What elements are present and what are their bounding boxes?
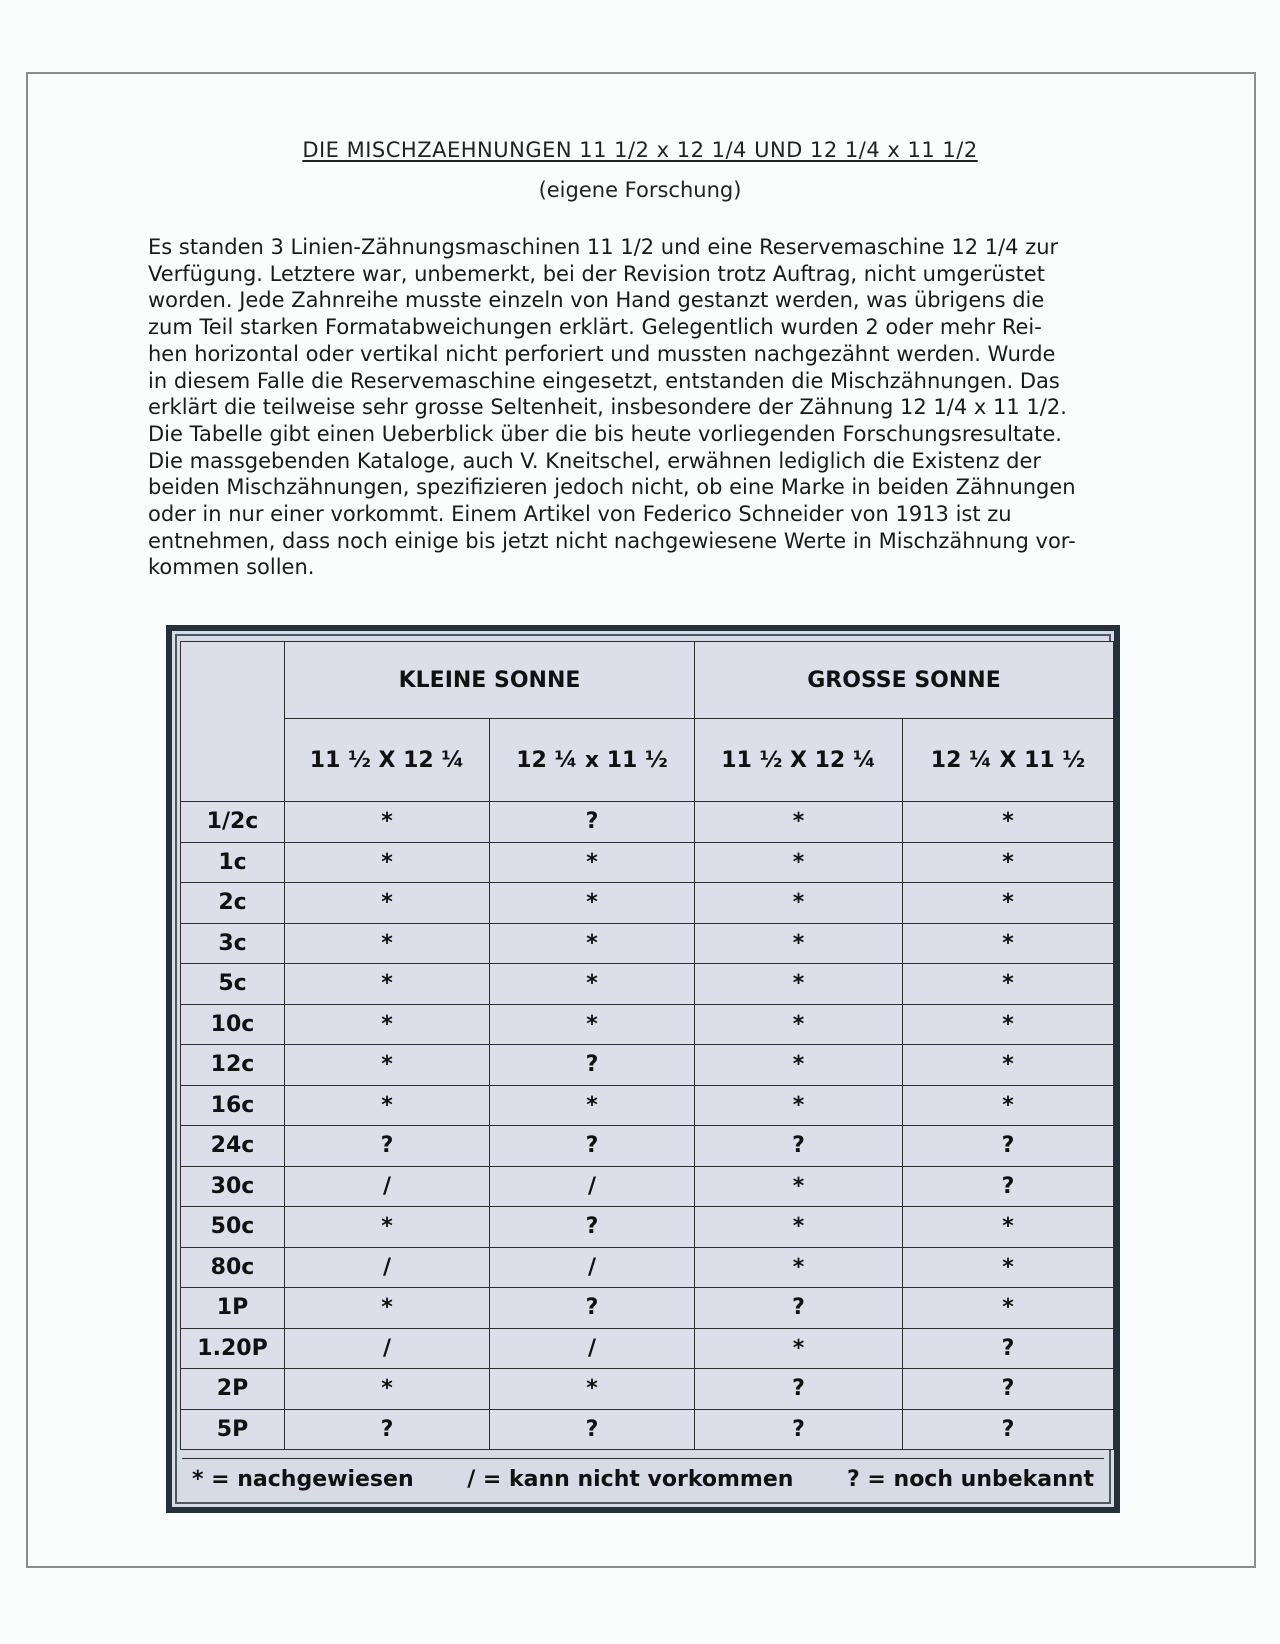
- status-cell: *: [285, 1085, 490, 1126]
- status-cell: ?: [285, 1409, 490, 1450]
- body-line: Verfügung. Letztere war, unbemerkt, bei der Revision trotz Auftrag, nicht umgerüstet: [148, 261, 1045, 286]
- table-row: [181, 1328, 1114, 1369]
- status-cell: ?: [903, 1328, 1114, 1369]
- status-cell: *: [903, 842, 1114, 883]
- status-cell: /: [285, 1247, 490, 1288]
- status-cell: ?: [490, 1207, 695, 1248]
- status-cell: *: [695, 1247, 903, 1288]
- stamp-value-cell: 1.20P: [181, 1328, 285, 1369]
- stamp-value-cell: 30c: [181, 1166, 285, 1207]
- table-row: [181, 1409, 1114, 1450]
- status-cell: ?: [490, 1288, 695, 1329]
- status-cell: *: [903, 802, 1114, 843]
- table-row: [181, 1004, 1114, 1045]
- status-cell: /: [285, 1166, 490, 1207]
- stamp-value-cell: 1P: [181, 1288, 285, 1329]
- table-row: [181, 1045, 1114, 1086]
- page-title: [0, 138, 1280, 162]
- perforation-table: [180, 641, 1114, 1450]
- status-cell: *: [695, 1328, 903, 1369]
- table-row: [181, 1369, 1114, 1410]
- status-cell: *: [903, 1288, 1114, 1329]
- body-line: Es standen 3 Linien-Zähnungsmaschinen 11 1/2 und eine Reservemaschine 12 1/4 zur: [148, 235, 1059, 259]
- status-cell: *: [695, 1045, 903, 1086]
- status-cell: ?: [903, 1409, 1114, 1450]
- table-row: [181, 1288, 1114, 1329]
- body-line: zum Teil starken Formatabweichungen erklärt. Gelegentlich wurden 2 oder mehr Rei-: [148, 315, 1042, 340]
- legend: [182, 1458, 1104, 1499]
- body-paragraph: [148, 234, 1148, 581]
- status-cell: ?: [903, 1166, 1114, 1207]
- subheader-cell: 12 ¼ x 11 ½: [490, 719, 695, 802]
- status-cell: *: [695, 842, 903, 883]
- status-cell: *: [285, 1288, 490, 1329]
- status-cell: *: [490, 923, 695, 964]
- corner-cell: [181, 642, 285, 802]
- table-row: [181, 964, 1114, 1005]
- status-cell: *: [285, 1369, 490, 1410]
- stamp-value-cell: 3c: [181, 923, 285, 964]
- status-cell: ?: [285, 1126, 490, 1167]
- status-cell: *: [490, 1369, 695, 1410]
- table-row: [181, 883, 1114, 924]
- status-cell: *: [695, 1085, 903, 1126]
- status-cell: *: [695, 883, 903, 924]
- stamp-value-cell: 24c: [181, 1126, 285, 1167]
- status-cell: *: [285, 964, 490, 1005]
- status-cell: *: [490, 883, 695, 924]
- status-cell: /: [490, 1328, 695, 1369]
- group-header-kleine-sonne: KLEINE SONNE: [285, 642, 695, 719]
- status-cell: ?: [695, 1369, 903, 1410]
- legend-impossible: / = kann nicht vorkommen: [467, 1466, 794, 1492]
- status-cell: *: [695, 1207, 903, 1248]
- status-cell: *: [903, 923, 1114, 964]
- status-cell: *: [903, 1207, 1114, 1248]
- body-line: in diesem Falle die Reservemaschine eingesetzt, entstanden die Mischzähnungen. Das: [148, 368, 1060, 393]
- body-line: Die Tabelle gibt einen Ueberblick über die bis heute vorliegenden Forschungsresultate.: [148, 421, 1062, 446]
- status-cell: *: [490, 842, 695, 883]
- status-cell: *: [695, 802, 903, 843]
- status-cell: ?: [903, 1369, 1114, 1410]
- table-row: [181, 802, 1114, 843]
- stamp-value-cell: 5P: [181, 1409, 285, 1450]
- status-cell: *: [490, 1004, 695, 1045]
- status-cell: *: [285, 923, 490, 964]
- table-row: [181, 842, 1114, 883]
- stamp-value-cell: 5c: [181, 964, 285, 1005]
- status-cell: *: [903, 1004, 1114, 1045]
- stamp-value-cell: 80c: [181, 1247, 285, 1288]
- status-cell: /: [490, 1166, 695, 1207]
- status-cell: ?: [490, 1126, 695, 1167]
- stamp-value-cell: 2P: [181, 1369, 285, 1410]
- status-cell: *: [285, 883, 490, 924]
- legend-unknown: ? = noch unbekannt: [847, 1466, 1094, 1492]
- status-cell: ?: [490, 802, 695, 843]
- status-cell: ?: [695, 1288, 903, 1329]
- stamp-value-cell: 1/2c: [181, 802, 285, 843]
- table-row: [181, 1166, 1114, 1207]
- perforation-table-card: [166, 625, 1120, 1513]
- stamp-value-cell: 2c: [181, 883, 285, 924]
- page-subtitle: (eigene Forschung): [538, 178, 742, 202]
- status-cell: *: [490, 964, 695, 1005]
- status-cell: *: [285, 842, 490, 883]
- table-row: [181, 923, 1114, 964]
- body-line: worden. Jede Zahnreihe musste einzeln von Hand gestanzt werden, was übrigens die: [148, 288, 1045, 313]
- status-cell: /: [490, 1247, 695, 1288]
- status-cell: *: [490, 1085, 695, 1126]
- body-line: entnehmen, dass noch einige bis jetzt nicht nachgewiesene Werte in Mischzähnung vor-: [148, 528, 1076, 553]
- stamp-value-cell: 10c: [181, 1004, 285, 1045]
- subheader-cell: 11 ½ X 12 ¼: [695, 719, 903, 802]
- table-row: [181, 1126, 1114, 1167]
- status-cell: *: [903, 883, 1114, 924]
- status-cell: *: [903, 1045, 1114, 1086]
- status-cell: *: [695, 1004, 903, 1045]
- status-cell: *: [695, 1166, 903, 1207]
- table-row: [181, 1247, 1114, 1288]
- status-cell: *: [285, 1045, 490, 1086]
- subheader-cell: 12 ¼ X 11 ½: [903, 719, 1114, 802]
- subheader-cell: 11 ½ X 12 ¼: [285, 719, 490, 802]
- status-cell: *: [903, 964, 1114, 1005]
- status-cell: *: [903, 1247, 1114, 1288]
- status-cell: ?: [490, 1409, 695, 1450]
- status-cell: *: [285, 1207, 490, 1248]
- stamp-value-cell: 1c: [181, 842, 285, 883]
- body-line: beiden Mischzähnungen, spezifizieren jedoch nicht, ob eine Marke in beiden Zähnungen: [148, 475, 1076, 500]
- status-cell: *: [903, 1085, 1114, 1126]
- status-cell: ?: [695, 1409, 903, 1450]
- group-header-grosse-sonne: GROSSE SONNE: [695, 642, 1114, 719]
- status-cell: /: [285, 1328, 490, 1369]
- status-cell: *: [285, 1004, 490, 1045]
- body-line: hen horizontal oder vertikal nicht perforiert und mussten nachgezähnt werden. Wurde: [148, 341, 1056, 366]
- legend-found: * = nachgewiesen: [192, 1466, 414, 1492]
- status-cell: *: [695, 923, 903, 964]
- stamp-value-cell: 16c: [181, 1085, 285, 1126]
- table-row: [181, 1207, 1114, 1248]
- status-cell: ?: [903, 1126, 1114, 1167]
- stamp-value-cell: 12c: [181, 1045, 285, 1086]
- status-cell: *: [695, 964, 903, 1005]
- status-cell: *: [285, 802, 490, 843]
- table-row: [181, 1085, 1114, 1126]
- body-line: Die massgebenden Kataloge, auch V. Kneitschel, erwähnen lediglich die Existenz der: [148, 448, 1042, 473]
- page-title-text: DIE MISCHZAEHNUNGEN 11 1/2 x 12 1/4 UND 12 1/4 x 11 1/2: [302, 138, 978, 162]
- body-line: erklärt die teilweise sehr grosse Seltenheit, insbesondere der Zähnung 12 1/4 x 11 1/2.: [148, 395, 1067, 420]
- body-line: oder in nur einer vorkommt. Einem Artikel von Federico Schneider von 1913 ist zu: [148, 502, 1012, 527]
- status-cell: ?: [490, 1045, 695, 1086]
- stamp-value-cell: 50c: [181, 1207, 285, 1248]
- body-line: kommen sollen.: [148, 555, 315, 580]
- status-cell: ?: [695, 1126, 903, 1167]
